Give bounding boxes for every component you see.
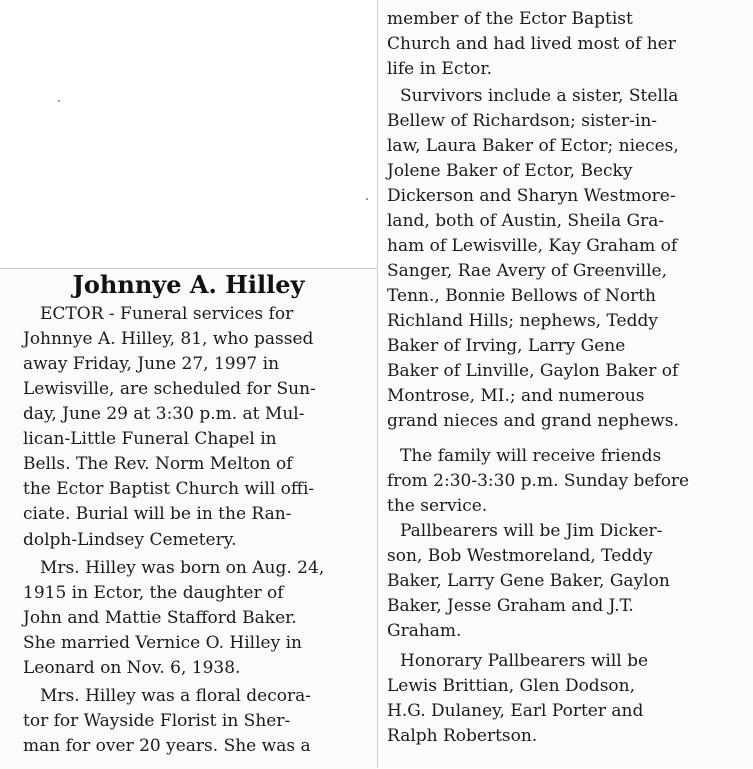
text-line: Bells. The Rev. Norm Melton of [23,454,293,474]
text-line: son, Bob Westmoreland, Teddy [387,546,653,566]
text-line: grand nieces and grand nephews. [387,411,679,431]
text-line: Sanger, Rae Avery of Greenville, [387,261,668,281]
text-line: Richland Hills; nephews, Teddy [387,311,658,331]
text-line: The family will receive friends [400,446,662,466]
text-line: day, June 29 at 3:30 p.m. at Mul- [23,404,305,424]
text-line: Honorary Pallbearers will be [400,651,649,671]
text-line: away Friday, June 27, 1997 in [23,354,280,374]
paper-speck [58,100,60,102]
text-line: the Ector Baptist Church will offi- [23,479,315,499]
obituary-headline: Johnnye A. Hilley [72,270,305,299]
text-line: member of the Ector Baptist [387,9,633,29]
text-line: Jolene Baker of Ector, Becky [387,161,633,181]
text-line: ECTOR - Funeral services for [40,304,294,324]
text-line: Survivors include a sister, Stella [400,86,679,106]
text-line: the service. [387,496,488,516]
text-line: Leonard on Nov. 6, 1938. [23,658,241,678]
text-line: She married Vernice O. Hilley in [23,633,302,653]
text-line: Lewis Brittian, Glen Dodson, [387,676,636,696]
text-line: 1915 in Ector, the daughter of [23,583,284,603]
text-line: John and Mattie Stafford Baker. [23,608,297,628]
text-line: ciate. Burial will be in the Ran- [23,504,292,524]
text-line: dolph-Lindsey Cemetery. [23,530,237,550]
text-line: Mrs. Hilley was born on Aug. 24, [40,558,325,578]
text-line: Baker, Larry Gene Baker, Gaylon [387,571,670,591]
text-line: Church and had lived most of her [387,34,676,54]
text-line: Dickerson and Sharyn Westmore- [387,186,676,206]
text-line: Bellew of Richardson; sister-in- [387,111,658,131]
text-line: from 2:30-3:30 p.m. Sunday before [387,471,690,491]
text-line: ham of Lewisville, Kay Graham of [387,236,678,256]
paper-speck [366,198,368,200]
text-line: tor for Wayside Florist in Sher- [23,711,291,731]
text-line: Ralph Robertson. [387,726,538,746]
text-line: Baker of Irving, Larry Gene [387,336,626,356]
text-line: man for over 20 years. She was a [23,736,311,756]
text-line: Baker of Linville, Gaylon Baker of [387,361,679,381]
text-line: land, both of Austin, Sheila Gra- [387,211,665,231]
text-line: Tenn., Bonnie Bellows of North [387,286,657,306]
text-line: Mrs. Hilley was a floral decora- [40,686,312,706]
text-line: life in Ector. [387,59,493,79]
text-line: Graham. [387,621,462,641]
text-line: Lewisville, are scheduled for Sun- [23,379,316,399]
text-line: Johnnye A. Hilley, 81, who passed [23,329,314,349]
text-line: H.G. Dulaney, Earl Porter and [387,701,644,721]
text-line: Baker, Jesse Graham and J.T. [387,596,634,616]
text-line: lican-Little Funeral Chapel in [23,429,277,449]
text-line: Pallbearers will be Jim Dicker- [400,521,663,541]
text-line: Montrose, MI.; and numerous [387,386,645,406]
text-line: law, Laura Baker of Ector; nieces, [387,136,679,156]
